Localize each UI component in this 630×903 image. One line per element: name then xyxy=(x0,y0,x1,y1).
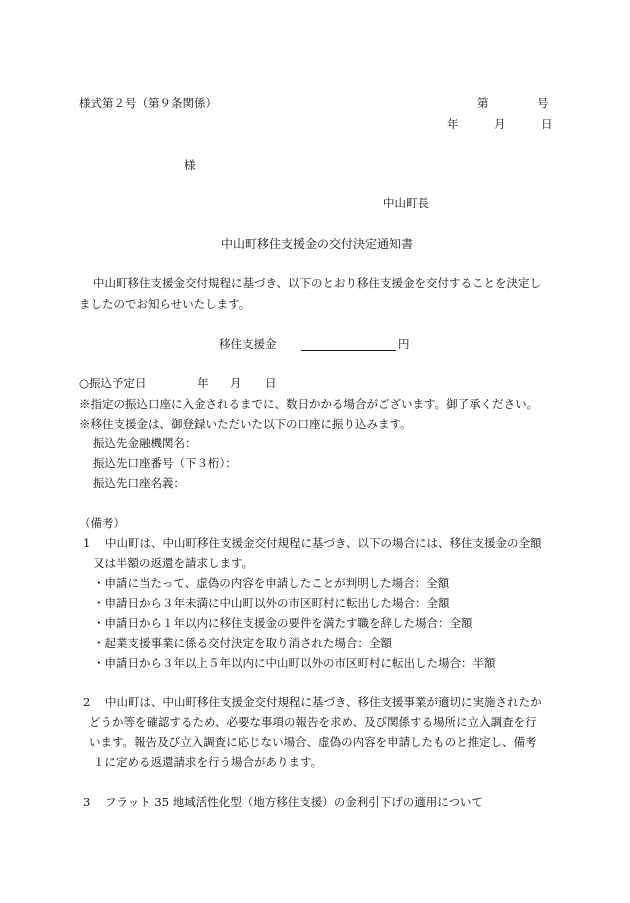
remark-bullet: ・申請日から３年以上５年以内に中山町以外の市区町村に転出した場合：半額 xyxy=(93,656,496,670)
amount-blank-line xyxy=(301,350,396,351)
date-year-label: 年 xyxy=(447,117,459,131)
remark-1-number: 1 xyxy=(83,536,91,550)
bank-name-label: 振込先金融機関名： xyxy=(93,436,197,450)
number-label-suffix: 号 xyxy=(537,96,549,110)
remark-2-line-1: 中山町は、中山町移住支援金交付規程に基づき、移住支援事業が適切に実施されたか xyxy=(105,695,542,709)
scheduled-year-label: 年 xyxy=(197,376,209,390)
remark-bullet: ・申請に当たって、虚偽の内容を申請したことが判明した場合：全額 xyxy=(93,576,450,590)
form-number: 様式第２号（第９条関係） xyxy=(79,96,217,110)
amount-unit: 円 xyxy=(398,337,410,351)
remark-bullet: ・起業支援事業に係る交付決定を取り消された場合：全額 xyxy=(93,636,392,650)
date-month-label: 月 xyxy=(494,117,506,131)
remark-2-line-3: います。報告及び立入調査に応じない場合、虚偽の内容を申請したものと推定し、備考 xyxy=(89,735,537,749)
remark-1-line-1: 中山町は、中山町移住支援金交付規程に基づき、以下の場合には、移住支援金の全額 xyxy=(105,536,542,550)
amount-label: 移住支援金 xyxy=(219,337,277,351)
remark-3-number: 3 xyxy=(83,795,91,809)
scheduled-day-label: 日 xyxy=(265,376,277,390)
scheduled-date-label: ○振込予定日 xyxy=(79,376,147,390)
remark-bullet: ・申請日から３年未満に中山町以外の市区町村に転出した場合：全額 xyxy=(93,596,450,610)
remark-2-line-2: どうか等を確認するため、必要な事項の報告を求め、及び関係する場所に立入調査を行 xyxy=(89,715,537,729)
account-name-label: 振込先口座名義： xyxy=(93,476,185,490)
remarks-heading: （備考） xyxy=(79,516,125,530)
remark-bullet: ・申請日から１年以内に移住支援金の要件を満たす職を辞した場合：全額 xyxy=(93,616,473,630)
intro-line-2: ましたのでお知らせいたします。 xyxy=(79,297,251,311)
transfer-note-1: ※指定の振込口座に入金されるまでに、数日かかる場合がございます。御了承ください。 xyxy=(79,397,539,411)
intro-line-1: 中山町移住支援金交付規程に基づき、以下のとおり移住支援金を交付することを決定し xyxy=(93,276,542,290)
remark-2-number: 2 xyxy=(83,695,91,709)
transfer-note-2: ※移住支援金は、御登録いただいた以下の口座に振り込みます。 xyxy=(79,417,412,431)
number-label-prefix: 第 xyxy=(477,96,489,110)
remark-1-line-2: 又は半額の返還を請求します。 xyxy=(93,556,254,570)
addressee-honorific: 様 xyxy=(184,158,196,172)
document-title: 中山町移住支援金の交付決定通知書 xyxy=(221,237,414,251)
remark-2-line-4: １に定める返還請求を行う場合があります。 xyxy=(93,755,323,769)
date-day-label: 日 xyxy=(541,117,553,131)
sender-title: 中山町長 xyxy=(383,196,429,210)
account-number-label: 振込先口座番号（下３桁）： xyxy=(93,456,237,470)
remark-3-line-1: フラット 35 地域活性化型（地方移住支援）の金利引下げの適用について xyxy=(105,795,483,809)
scheduled-month-label: 月 xyxy=(230,376,242,390)
